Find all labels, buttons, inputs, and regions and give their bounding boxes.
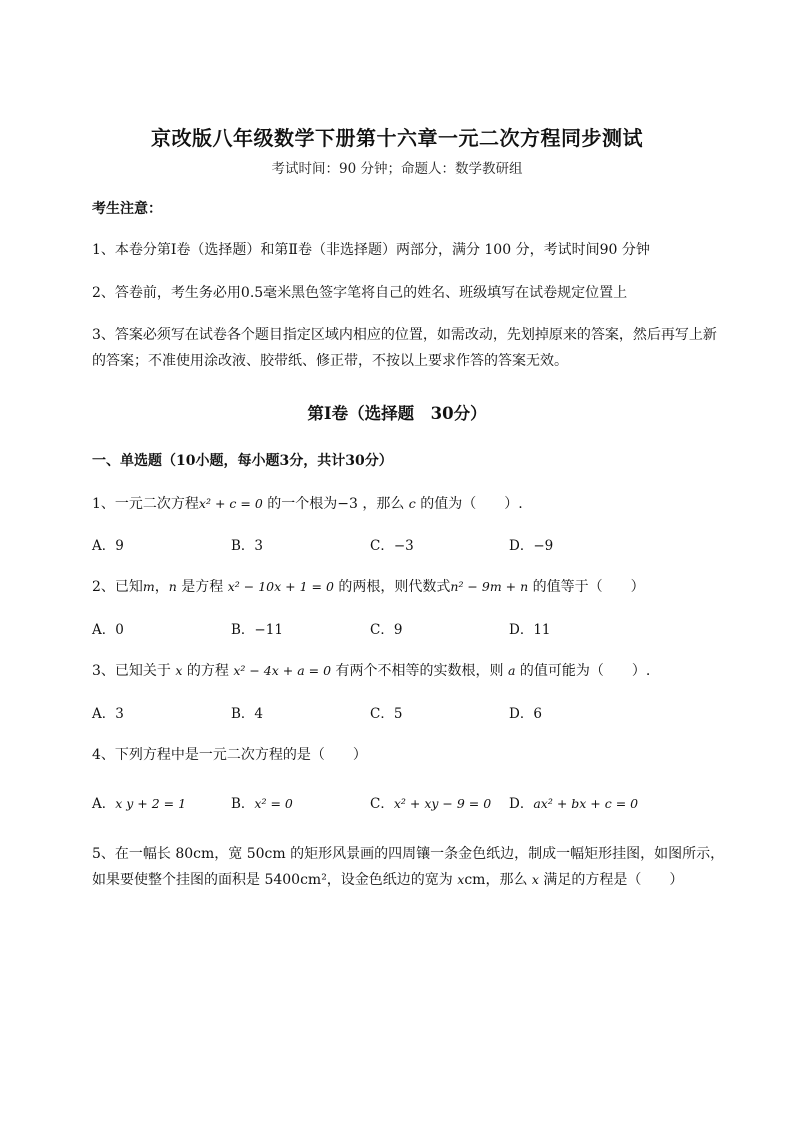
question-3 xyxy=(92,661,650,681)
q2-expression: n² − 9m + n xyxy=(450,579,529,594)
q4-option-d[interactable] xyxy=(509,794,638,814)
q5-var-x-2: x xyxy=(531,872,539,887)
q2-option-a[interactable]: A．0 xyxy=(92,622,124,638)
q4-option-a[interactable] xyxy=(92,794,186,814)
q3-var-a: a xyxy=(507,663,516,678)
notice-item-3-cont: 的答案；不准使用涂改液、胶带纸、修正带，不按以上要求作答的答案无效。 xyxy=(92,353,568,369)
question-5-line-1: 5、在一幅长 80cm，宽 50cm 的矩形风景画的四周镶一条金色纸边，制成一幅矩形挂图，如图所示， xyxy=(92,846,725,862)
exam-subtitle: 考试时间：90 分钟；命题人：数学教研组 xyxy=(271,161,523,177)
q3-option-a[interactable]: A．3 xyxy=(92,706,124,722)
q1-option-a[interactable]: A．9 xyxy=(92,538,124,554)
q1-text-mid: 的一个根为−3 ，那么 xyxy=(262,496,409,512)
q4-option-b[interactable] xyxy=(231,794,293,814)
q2-var-m: m xyxy=(142,579,155,594)
notice-item-1: 1、本卷分第Ⅰ卷（选择题）和第Ⅱ卷（非选择题）两部分，满分 100 分，考试时间90 分钟 xyxy=(92,242,650,258)
q4-option-c-math: x² + xy − 9 = 0 xyxy=(393,796,492,811)
q4-option-c-label: C． xyxy=(370,796,394,812)
q3-option-d[interactable]: D．6 xyxy=(509,706,542,722)
section-title: 第Ⅰ卷（选择题 30分） xyxy=(307,404,487,423)
q3-var-x: x xyxy=(175,663,183,678)
q2-text-pre: 2、已知 xyxy=(92,579,143,595)
q4-option-b-label: B． xyxy=(231,796,255,812)
q3-text-mid: 的方程 xyxy=(182,663,234,679)
q1-option-c[interactable]: C．−3 xyxy=(370,538,414,554)
q2-option-b[interactable]: B．−11 xyxy=(231,622,283,638)
q2-text-post: 的值等于（ ） xyxy=(528,579,645,595)
q2-text-mid3: 的两根，则代数式 xyxy=(333,579,451,595)
q2-option-d[interactable]: D．11 xyxy=(509,622,551,638)
q2-text-mid2: 是方程 xyxy=(176,579,228,595)
q4-option-c[interactable] xyxy=(370,794,491,814)
q1-variable: c xyxy=(408,496,416,511)
q3-text-mid2: 有两个不相等的实数根，则 xyxy=(331,663,508,679)
q1-text-pre: 1、一元二次方程 xyxy=(92,496,199,512)
q3-text-pre: 3、已知关于 xyxy=(92,663,176,679)
q2-equation: x² − 10x + 1 = 0 xyxy=(227,579,334,594)
q4-option-b-math: x² = 0 xyxy=(254,796,293,811)
notice-item-2: 2、答卷前，考生务必用0.5毫米黑色签字笔将自己的姓名、班级填写在试卷规定位置上 xyxy=(92,285,628,301)
q1-option-b[interactable]: B．3 xyxy=(231,538,264,554)
q2-var-n: n xyxy=(168,579,177,594)
q4-option-d-label: D． xyxy=(509,796,534,812)
q5-text-mid: cm，那么 xyxy=(464,872,532,888)
q4-option-d-math: ax² + bx + c = 0 xyxy=(533,796,639,811)
q3-text-post: 的值可能为（ ）. xyxy=(515,663,651,679)
notice-heading: 考生注意： xyxy=(92,201,162,217)
q3-equation: x² − 4x + a = 0 xyxy=(233,663,332,678)
part-heading: 一、单选题（10小题，每小题3分，共计30分） xyxy=(92,453,393,469)
question-4: 4、下列方程中是一元二次方程的是（ ） xyxy=(92,747,367,763)
q5-var-x: x xyxy=(457,872,465,887)
q5-text-post: 满足的方程是（ ） xyxy=(538,872,684,888)
q2-option-c[interactable]: C．9 xyxy=(370,622,403,638)
notice-item-3: 3、答案必须写在试卷各个题目指定区域内相应的位置，如需改动，先划掉原来的答案，然后再写上新 xyxy=(92,327,717,343)
q1-text-post: 的值为（ ）. xyxy=(415,496,523,512)
q4-option-a-math: x y + 2 = 1 xyxy=(115,796,187,811)
q1-option-d[interactable]: D．−9 xyxy=(509,538,554,554)
q5-text-pre: 如果要使整个挂图的面积是 5400cm²，设金色纸边的宽为 xyxy=(92,872,458,888)
exam-title: 京改版八年级数学下册第十六章一元二次方程同步测试 xyxy=(151,126,643,150)
question-5-line-2 xyxy=(92,870,683,890)
q4-option-a-label: A． xyxy=(92,796,116,812)
q1-equation: x² + c = 0 xyxy=(198,496,263,511)
question-1 xyxy=(92,494,523,514)
q3-option-c[interactable]: C．5 xyxy=(370,706,403,722)
q2-text-mid: ， xyxy=(154,579,169,595)
question-2 xyxy=(92,577,645,597)
q3-option-b[interactable]: B．4 xyxy=(231,706,264,722)
